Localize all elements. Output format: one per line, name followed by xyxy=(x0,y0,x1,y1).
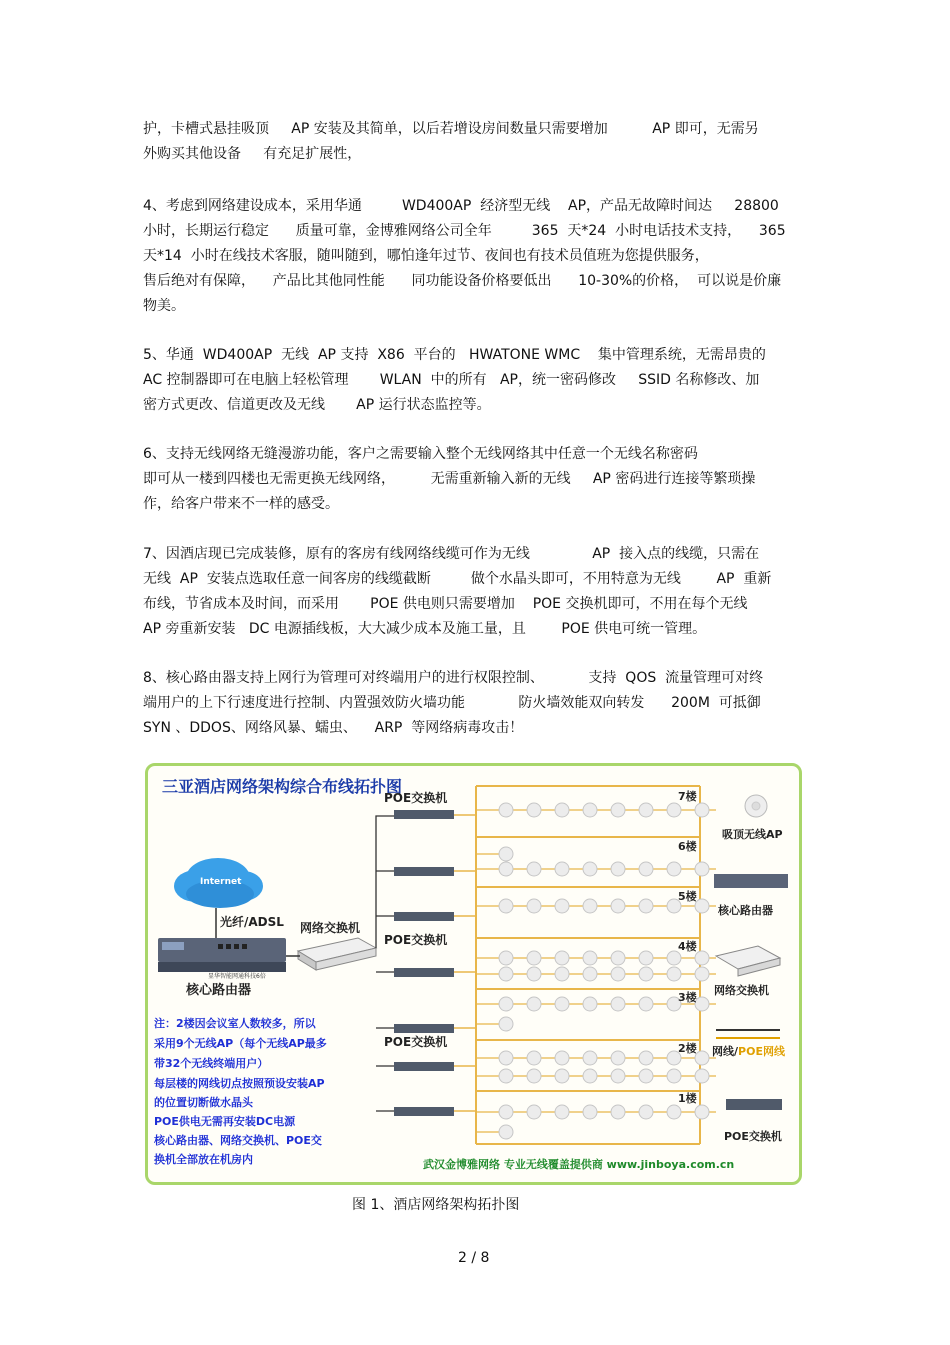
core-router-label: 核心路由器 xyxy=(186,983,252,998)
note-line: 核心路由器、网络交换机、POE交 xyxy=(154,1134,322,1147)
text-line: 作，给客户带来不一样的感受。 xyxy=(143,496,339,512)
ceiling-ap-icon xyxy=(639,951,653,965)
ceiling-ap-icon xyxy=(555,951,569,965)
ceiling-ap-icon xyxy=(639,997,653,1011)
ceiling-ap-icon xyxy=(527,1051,541,1065)
ceiling-ap-icon xyxy=(499,967,513,981)
note-line: 采用9个无线AP（每个无线AP最多 xyxy=(154,1037,327,1050)
ceiling-ap-icon xyxy=(639,803,653,817)
poe-switch-label: POE交换机 xyxy=(384,1035,448,1049)
ceiling-ap-icon xyxy=(611,1069,625,1083)
paragraph-1 xyxy=(143,117,811,167)
ceiling-ap-icon xyxy=(611,1105,625,1119)
text-line: 外购买其他设备 有充足扩展性， xyxy=(143,146,362,162)
text-line: 8、核心路由器支持上网行为管理可对终端用户的进行权限控制、 支持 QOS 流量管理可对终 xyxy=(143,670,764,686)
text-line: 密方式更改、信道更改及无线 AP 运行状态监控等。 xyxy=(143,397,491,413)
ceiling-ap-icon xyxy=(499,1051,513,1065)
ceiling-ap-icon xyxy=(555,803,569,817)
ceiling-ap-icon xyxy=(583,967,597,981)
ceiling-ap-icon xyxy=(555,899,569,913)
ceiling-ap-icon xyxy=(555,997,569,1011)
ceiling-ap-icon xyxy=(499,803,513,817)
text-line: 无线 AP 安装点选取任意一间客房的线缆截断 做个水晶头即可，不用特意为无线 AP 重新 xyxy=(143,571,772,587)
floor-label-2: 2楼 xyxy=(678,1042,697,1055)
floor-grid xyxy=(454,786,716,1144)
ceiling-ap-icon xyxy=(695,1051,709,1065)
text-line: 布线，节省成本及时间，而采用 POE 供电则只需要增加 POE 交换机即可，不用在每个无线 xyxy=(143,596,748,612)
ceiling-ap-icon xyxy=(639,899,653,913)
paragraph-4 xyxy=(143,194,811,319)
legend-poe-label: POE交换机 xyxy=(724,1130,782,1143)
switch-legend-icon xyxy=(716,946,780,976)
internet-cloud-icon xyxy=(174,858,263,908)
note-line: 换机全部放在机房内 xyxy=(154,1153,253,1166)
ceiling-ap-icon xyxy=(667,1069,681,1083)
core-router-icon xyxy=(158,938,286,972)
ceiling-ap-icon xyxy=(527,1069,541,1083)
ceiling-ap-icon xyxy=(695,1105,709,1119)
ceiling-ap-icon xyxy=(499,997,513,1011)
ceiling-ap-icon xyxy=(527,862,541,876)
network-switch-icon xyxy=(298,938,376,970)
note-line: 每层楼的网线切点按照预设安装AP xyxy=(154,1077,325,1090)
ceiling-ap-icon xyxy=(695,1069,709,1083)
legend-ap-label: 吸顶无线AP xyxy=(722,828,783,841)
ceiling-ap-icon xyxy=(583,1069,597,1083)
ceiling-ap-icon xyxy=(555,967,569,981)
ceiling-ap-icon xyxy=(499,1069,513,1083)
ceiling-ap-icon xyxy=(499,847,513,861)
ceiling-ap-icon xyxy=(667,951,681,965)
note-block xyxy=(153,1016,327,1166)
ceiling-ap-icon xyxy=(695,862,709,876)
text-line: SYN 、DDOS、网络风暴、蠕虫、 ARP 等网络病毒攻击！ xyxy=(143,720,524,736)
text-line: 售后绝对有保障， 产品比其他同性能 同功能设备价格要低出 10-30%的价格， 可以说是价廉 xyxy=(143,273,782,289)
ceiling-ap-icon xyxy=(499,1125,513,1139)
ceiling-ap-icon xyxy=(667,967,681,981)
poe-switch-icon xyxy=(394,810,454,819)
poe-legend-icon xyxy=(726,1099,782,1110)
ceiling-ap-icon xyxy=(555,1051,569,1065)
ceiling-ap-icon xyxy=(499,1105,513,1119)
floor-label-7: 7楼 xyxy=(678,790,697,803)
floor-label-1: 1楼 xyxy=(678,1092,697,1105)
ceiling-ap-icon xyxy=(695,951,709,965)
paragraph-5 xyxy=(143,343,811,418)
figure-footer: 武汉金博雅网络 专业无线覆盖提供商 www.jinboya.com.cn xyxy=(423,1158,735,1171)
ceiling-ap-icon xyxy=(639,1069,653,1083)
ceiling-ap-icon xyxy=(527,1105,541,1119)
text-line: 4、考虑到网络建设成本，采用华通 WD400AP 经济型无线 AP，产品无故障时间达 28800 xyxy=(143,198,779,214)
note-line: 带32个无线终端用户） xyxy=(154,1057,269,1070)
ceiling-ap-icon xyxy=(499,1017,513,1031)
ceiling-ap-icon xyxy=(583,899,597,913)
text-line: 物美。 xyxy=(143,298,185,314)
legend-cable-label: 网线/POE网线 xyxy=(712,1045,785,1058)
ceiling-ap-icon xyxy=(611,951,625,965)
ceiling-ap-icon xyxy=(667,803,681,817)
ceiling-ap-icon xyxy=(611,967,625,981)
figure-title: 三亚酒店网络架构综合布线拓扑图 xyxy=(162,777,403,796)
network-topology-figure xyxy=(145,763,802,1185)
network-switch-label: 网络交换机 xyxy=(300,921,361,935)
paragraph-6 xyxy=(143,442,811,517)
ceiling-ap-icon xyxy=(611,997,625,1011)
ceiling-ap-icon xyxy=(667,862,681,876)
text-line: AP 旁重新安装 DC 电源插线板，大大减少成本及施工量，且 POE 供电可统一管理。 xyxy=(143,621,707,637)
figure-caption: 图 1、酒店网络架构拓扑图 xyxy=(352,1197,520,1213)
internet-label: Internet xyxy=(200,877,242,887)
ceiling-ap-icon xyxy=(527,967,541,981)
page-number: 2 / 8 xyxy=(458,1250,490,1266)
ceiling-ap-icon xyxy=(695,899,709,913)
ceiling-ap-icon xyxy=(639,967,653,981)
ceiling-ap-icon xyxy=(583,951,597,965)
paragraph-8 xyxy=(143,666,811,741)
ceiling-ap-icon xyxy=(611,1051,625,1065)
poe-switch-icon xyxy=(394,867,454,876)
text-line: 7、因酒店现已完成装修，原有的客房有线网络线缆可作为无线 AP 接入点的线缆，只需在 xyxy=(143,546,760,562)
ceiling-ap-icon xyxy=(499,951,513,965)
ceiling-ap-icon xyxy=(611,803,625,817)
ceiling-ap-icon xyxy=(527,803,541,817)
ceiling-ap-icon xyxy=(639,1105,653,1119)
floor-label-4: 4楼 xyxy=(678,940,697,953)
ceiling-ap-icon xyxy=(527,951,541,965)
note-line: POE供电无需再安装DC电源 xyxy=(154,1115,296,1128)
ceiling-ap-icon xyxy=(555,862,569,876)
ceiling-ap-icon xyxy=(639,1051,653,1065)
fiber-label: 光纤/ADSL xyxy=(220,915,284,929)
text-line: 即可从一楼到四楼也无需更换无线网络， 无需重新输入新的无线 AP 密码进行连接等繁琐操 xyxy=(143,471,756,487)
note-line: 注：2楼因会议室人数较多，所以 xyxy=(154,1017,316,1030)
legend-switch-label: 网络交换机 xyxy=(714,984,769,997)
poe-switch-label: POE交换机 xyxy=(384,933,448,947)
ceiling-ap-icon xyxy=(527,899,541,913)
ceiling-ap-icon xyxy=(667,1105,681,1119)
ceiling-ap-icon xyxy=(583,862,597,876)
ceiling-ap-icon xyxy=(695,967,709,981)
router-brand: 显华智能网通科技6倍 xyxy=(208,973,266,980)
poe-switch-icon xyxy=(394,1062,454,1071)
ceiling-ap-icon xyxy=(611,899,625,913)
ceiling-ap-icon xyxy=(583,803,597,817)
poe-switch-icon xyxy=(394,968,454,977)
poe-switch-icon xyxy=(394,912,454,921)
ceiling-ap-icon xyxy=(499,899,513,913)
poe-switch-icon xyxy=(394,1024,454,1033)
ceiling-ap-icon xyxy=(527,997,541,1011)
ceiling-ap-icon xyxy=(555,1069,569,1083)
ceiling-ap-icon xyxy=(583,1105,597,1119)
text-line: 端用户的上下行速度进行控制、内置强效防火墙功能 防火墙效能双向转发 200M 可抵御 xyxy=(143,695,761,711)
legend xyxy=(712,795,788,1143)
text-line: 小时，长期运行稳定 质量可靠，金博雅网络公司全年 365 天*24 小时电话技术支持， 365 xyxy=(143,223,786,239)
ceiling-ap-icon xyxy=(611,862,625,876)
text-line: 6、支持无线网络无缝漫游功能，客户之需要输入整个无线网络其中任意一个无线名称密码 xyxy=(143,446,698,462)
ceiling-ap-icon xyxy=(695,997,709,1011)
ceiling-ap-icon xyxy=(695,803,709,817)
text-line: 护，卡槽式悬挂吸顶 AP 安装及其简单，以后若增设房间数量只需要增加 AP 即可，无需另 xyxy=(143,121,759,137)
legend-router-label: 核心路由器 xyxy=(718,904,773,917)
text-line: 5、华通 WD400AP 无线 AP 支持 X86 平台的 HWATONE WMC 集中管理系统，无需昂贵的 xyxy=(143,347,766,363)
text-line: AC 控制器即可在电脑上轻松管理 WLAN 中的所有 AP，统一密码修改 SSID 名称修改、加 xyxy=(143,372,760,388)
note-line: 的位置切断做水晶头 xyxy=(154,1096,253,1109)
ceiling-ap-icon xyxy=(583,1051,597,1065)
router-legend-icon xyxy=(714,874,788,888)
floor-label-6: 6楼 xyxy=(678,840,697,853)
ceiling-ap-icon xyxy=(583,997,597,1011)
text-line: 天*14 小时在线技术客服，随叫随到，哪怕逢年过节、夜间也有技术员值班为您提供服务， xyxy=(143,248,709,264)
ceiling-ap-icon xyxy=(555,1105,569,1119)
floor-label-5: 5楼 xyxy=(678,890,697,903)
poe-switch-label: POE交换机 xyxy=(384,791,448,805)
paragraph-7 xyxy=(143,542,811,642)
poe-switch-icon xyxy=(394,1107,454,1116)
ceiling-ap-icon xyxy=(639,862,653,876)
ceiling-ap-icon xyxy=(499,862,513,876)
floor-label-3: 3楼 xyxy=(678,991,697,1004)
